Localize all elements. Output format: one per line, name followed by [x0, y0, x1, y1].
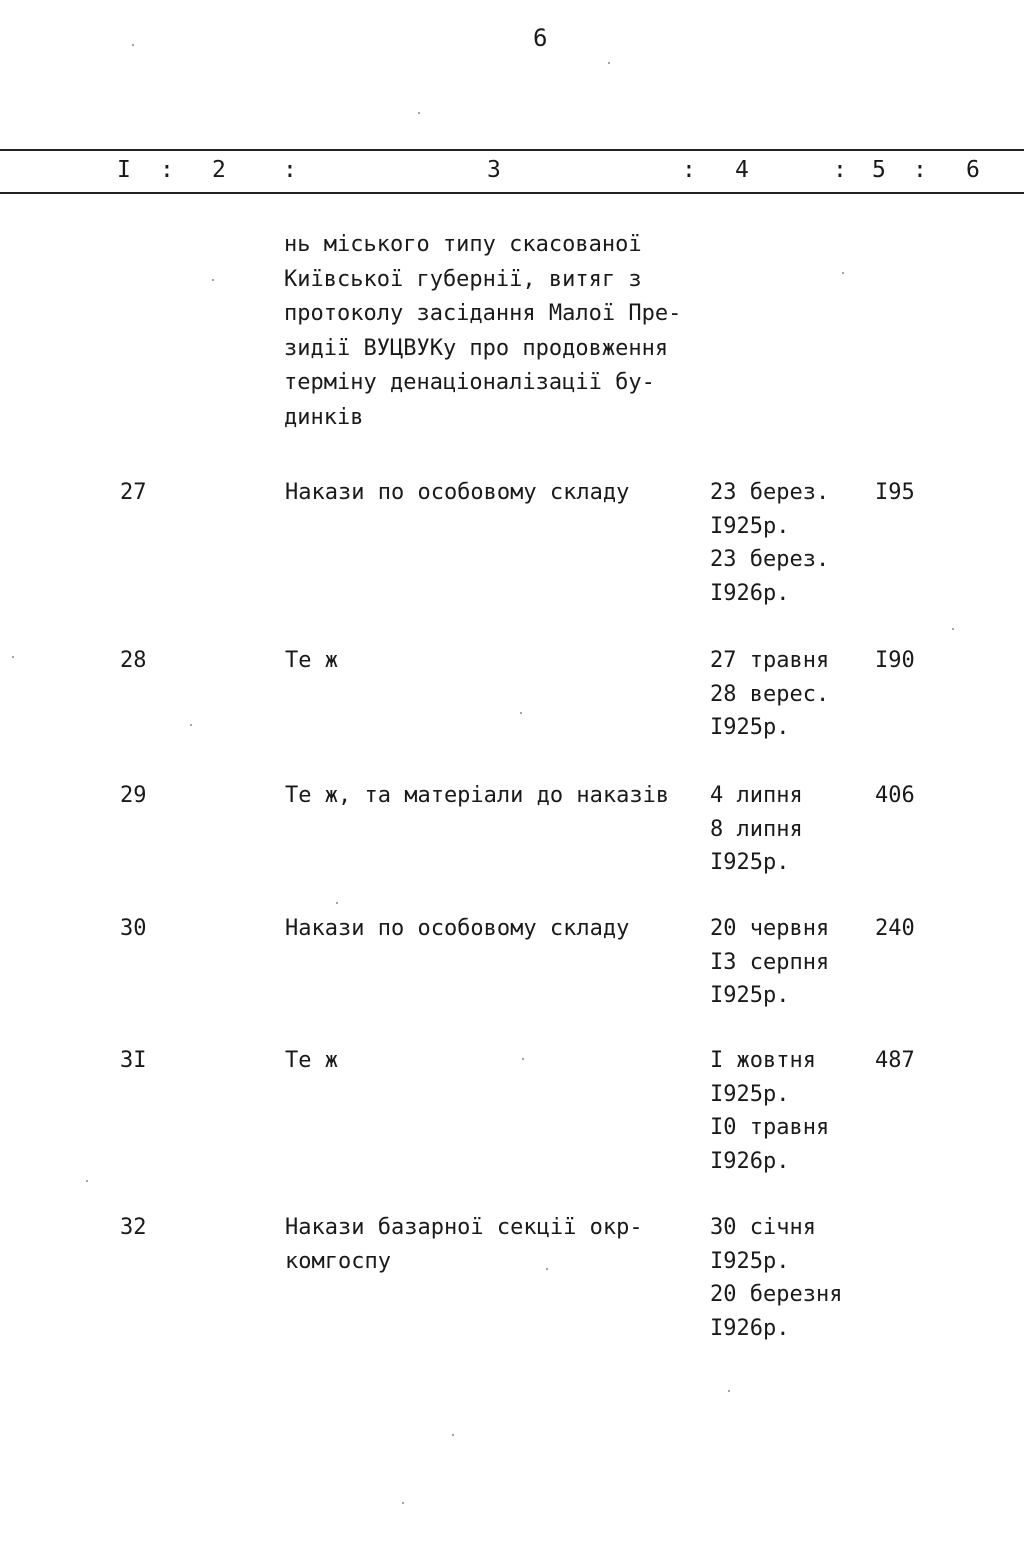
scan-speck	[520, 712, 522, 714]
scan-speck	[728, 1390, 730, 1392]
date-line: I926р.	[710, 1148, 790, 1174]
scan-speck	[418, 112, 420, 114]
date-line: 28 верес.	[710, 681, 830, 707]
date-line: I925р.	[710, 850, 790, 875]
scan-speck	[952, 628, 954, 630]
header-col-1: I	[117, 157, 131, 183]
row-number: 30	[120, 916, 147, 941]
row-dates	[710, 912, 829, 1013]
header-separator: :	[833, 157, 847, 183]
scan-speck	[12, 656, 14, 658]
date-line: I926р.	[710, 580, 790, 606]
scan-speck	[402, 1502, 404, 1504]
date-line: I925р.	[710, 1248, 790, 1274]
scan-speck	[608, 62, 610, 64]
date-line: 27 травня	[710, 648, 830, 673]
title-line: Те ж	[285, 1048, 338, 1073]
date-line: I925р.	[710, 983, 790, 1008]
date-line: 4 липня	[710, 783, 803, 808]
continuation-text	[284, 228, 704, 435]
scan-speck	[86, 1180, 88, 1182]
header-col-5: 5	[872, 157, 886, 183]
date-line: 23 берез.	[710, 547, 830, 572]
page-number: 6	[533, 24, 548, 52]
header-separator: :	[913, 157, 927, 183]
title-line: Накази по особовому складу	[285, 480, 630, 505]
row-title	[285, 1211, 705, 1278]
date-line: 8 липня	[710, 816, 803, 842]
row-title	[285, 1044, 705, 1078]
date-line: I3 серпня	[710, 949, 830, 975]
date-line: 20 березня	[710, 1282, 843, 1307]
header-col-4: 4	[735, 157, 749, 183]
text-line: протоколу засідання Малої Пре-	[284, 301, 682, 326]
date-line: 30 січня	[710, 1215, 816, 1240]
date-line: I0 травня	[710, 1115, 830, 1140]
date-line: I925р.	[710, 1081, 790, 1107]
scan-speck	[842, 272, 844, 274]
scan-speck	[190, 724, 192, 726]
row-number: 28	[120, 648, 147, 673]
header-col-6: 6	[966, 157, 980, 183]
scan-speck	[452, 1434, 454, 1436]
title-line: Те ж, та матеріали до наказів	[285, 783, 670, 808]
header-separator: :	[682, 157, 696, 183]
text-line: динків	[284, 404, 364, 430]
row-dates	[710, 476, 829, 610]
row-title	[285, 912, 705, 946]
row-title	[285, 476, 705, 510]
table-bottom-rule	[0, 192, 1024, 194]
row-sheets: 406	[875, 783, 915, 808]
header-col-3: 3	[487, 157, 501, 183]
date-line: I926р.	[710, 1315, 790, 1341]
row-sheets: I95	[875, 480, 915, 505]
row-dates	[710, 644, 829, 745]
text-line: Київської губернії, витяг з	[284, 266, 642, 292]
scan-speck	[132, 44, 134, 46]
row-title	[285, 644, 705, 678]
header-col-2: 2	[212, 157, 226, 183]
text-line: терміну денаціоналізації бу-	[284, 370, 655, 395]
title-line: Накази по особовому складу	[285, 916, 630, 941]
text-line: нь міського типу скасованої	[284, 232, 642, 257]
date-line: 23 берез.	[710, 480, 830, 505]
title-line: комгоспу	[285, 1248, 391, 1274]
title-line: Те ж	[285, 648, 338, 673]
row-sheets: 487	[875, 1048, 915, 1073]
date-line: I жовтня	[710, 1048, 816, 1073]
row-title	[285, 779, 705, 813]
scan-speck	[336, 902, 338, 904]
table-top-rule	[0, 149, 1024, 151]
row-number: 32	[120, 1215, 147, 1240]
date-line: I925р.	[710, 715, 790, 740]
row-number: 3I	[120, 1048, 147, 1073]
row-dates	[710, 1211, 842, 1345]
header-separator: :	[160, 157, 174, 183]
row-dates	[710, 1044, 829, 1178]
row-number: 29	[120, 783, 147, 808]
header-separator: :	[283, 157, 297, 183]
scan-speck	[212, 279, 214, 281]
row-sheets: 240	[875, 916, 915, 941]
scan-speck	[522, 1058, 524, 1060]
date-line: 20 червня	[710, 916, 830, 941]
row-dates	[710, 779, 803, 880]
row-number: 27	[120, 480, 147, 505]
scan-speck	[546, 1268, 548, 1270]
row-sheets: I90	[875, 648, 915, 673]
text-line: зидії ВУЦВУКу про продовження	[284, 335, 669, 361]
date-line: I925р.	[710, 513, 790, 539]
title-line: Накази базарної секції окр-	[285, 1215, 643, 1240]
